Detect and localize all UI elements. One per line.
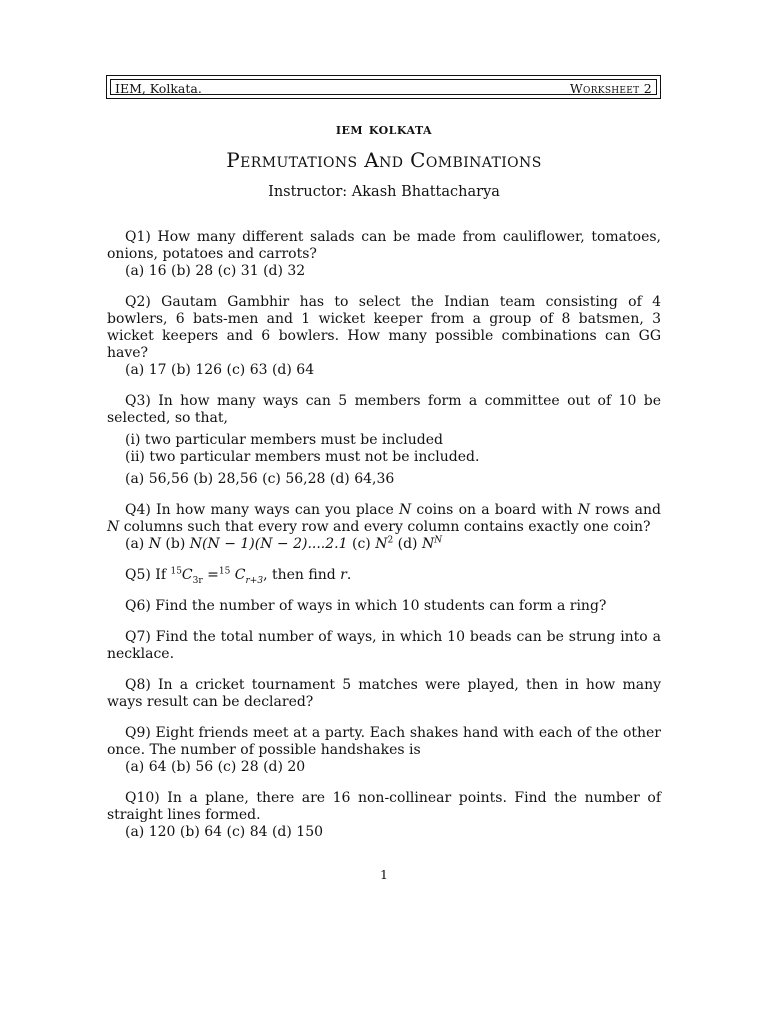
- page-number: 1: [380, 867, 388, 882]
- question-text: Q8) In a cricket tournament 5 matches were played, then in how many ways result can be declared?: [107, 677, 661, 710]
- running-header: [106, 75, 661, 99]
- question-options: (a) 64 (b) 56 (c) 28 (d) 20: [125, 759, 306, 775]
- question-options: (a) 17 (b) 126 (c) 63 (d) 64: [125, 362, 315, 378]
- question-text: Q1) How many different salads can be made from cauliflower, tomatoes, onions, potatoes and carrots?: [107, 229, 661, 262]
- question-8: [107, 677, 661, 711]
- questions-body: [107, 229, 661, 855]
- question-9: [107, 725, 661, 776]
- question-3: [107, 393, 661, 488]
- question-text: Q5) If $^{15}C_{3r} =^{15}$ $C_{r+3}$, then find r.: [125, 566, 352, 586]
- question-2: [107, 294, 661, 379]
- question-text: Q7) Find the total number of ways, in which 10 beads can be strung into a necklace.: [107, 629, 661, 662]
- institute-title: iem kolkata: [335, 120, 433, 138]
- question-subpart-1: (i) two particular members must be included: [125, 432, 443, 448]
- question-10: [107, 790, 661, 841]
- question-options: (a) 56,56 (b) 28,56 (c) 56,28 (d) 64,36: [125, 471, 395, 487]
- question-text: Q6) Find the number of ways in which 10 students can form a ring?: [125, 598, 607, 614]
- question-6: [107, 598, 661, 615]
- question-text: Q2) Gautam Gambhir has to select the Indian team consisting of 4 bowlers, 6 bats-men and 1 wicket keeper from a group of 8 batsmen, 3 wicket keepers and 6 bowlers. How many possible combinations can GG have?: [107, 294, 661, 361]
- question-1: [107, 229, 661, 280]
- question-text: Q3) In how many ways can 5 members form a committee out of 10 be selected, so that,: [107, 393, 661, 426]
- question-subpart-2: (ii) two particular members must not be included.: [125, 449, 480, 465]
- question-text: Q10) In a plane, there are 16 non-collinear points. Find the number of straight lines formed.: [107, 790, 661, 823]
- header-institute: IEM, Kolkata.: [115, 81, 202, 96]
- page-title: Permutations And Combinations: [226, 148, 542, 172]
- instructor-line: Instructor: Akash Bhattacharya: [268, 184, 500, 200]
- question-options: (a) N (b) N(N − 1)(N − 2)....2.1 (c) $N^2$ (d) $N^N$: [125, 535, 443, 552]
- question-options: (a) 120 (b) 64 (c) 84 (d) 150: [125, 824, 324, 840]
- question-5: [107, 567, 661, 584]
- header-inner-frame: [110, 79, 657, 95]
- header-worksheet-label: Worksheet 2: [569, 81, 652, 96]
- question-text: Q9) Eight friends meet at a party. Each shakes hand with each of the other once. The number of possible handshakes is: [107, 725, 661, 758]
- question-options: (a) 16 (b) 28 (c) 31 (d) 32: [125, 263, 306, 279]
- question-7: [107, 629, 661, 663]
- question-4: [107, 502, 661, 553]
- question-text: Q4) In how many ways can you place N coins on a board with N rows and N columns such that every row and every column contains exactly one coin?: [107, 502, 662, 535]
